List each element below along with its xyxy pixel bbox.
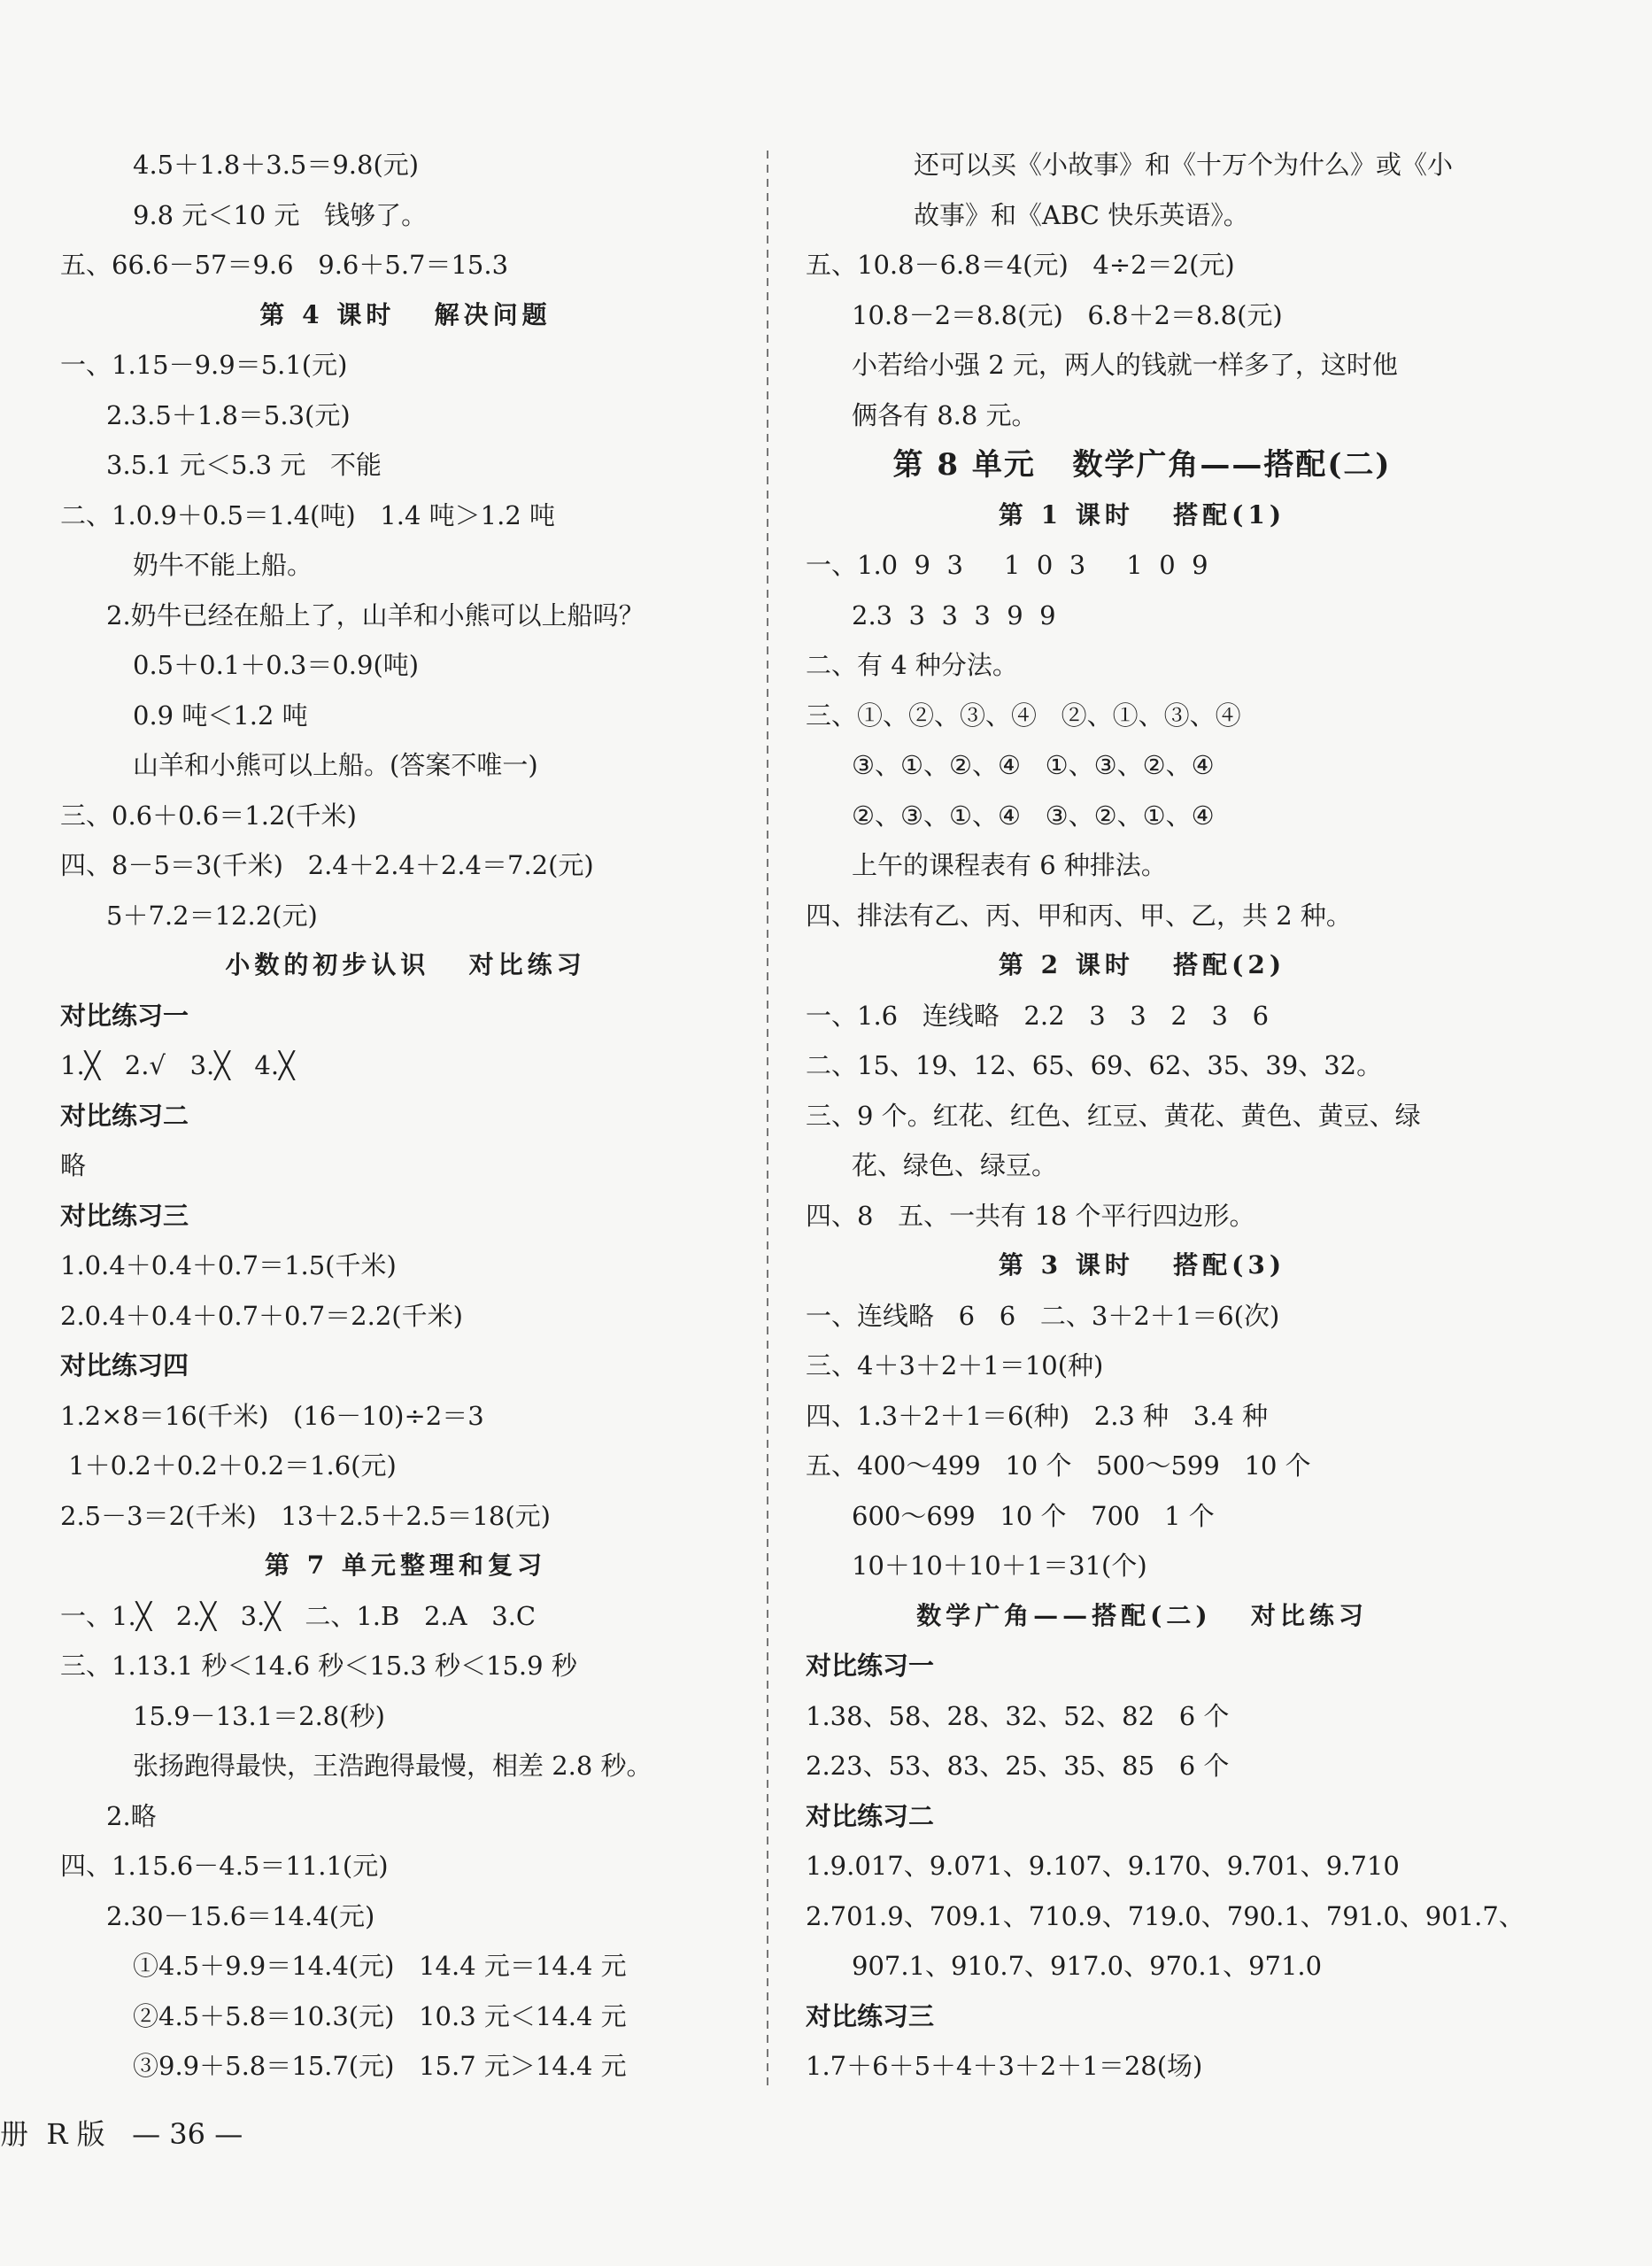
section-heading: 第 7 单元整理和复习 (265, 1551, 546, 1580)
answer-line: 10.8－2＝8.8(元) 6.8＋2＝8.8(元) (852, 299, 1283, 330)
answer-line: 9.8 元＜10 元 钱够了。 (133, 199, 428, 230)
answer-line: 三、9 个。红花、红色、红豆、黄花、黄色、黄豆、绿 (806, 1100, 1421, 1131)
answer-line: 2.30－15.6＝14.4(元) (106, 1900, 375, 1931)
answer-line: 1.2×8＝16(千米) (16－10)÷2＝3 (60, 1400, 484, 1431)
answer-line: 3.5.1 元＜5.3 元 不能 (106, 450, 382, 480)
answer-line: 600～699 10 个 700 1 个 (852, 1500, 1215, 1531)
section-heading: 小数的初步认识 对比练习 (225, 950, 586, 979)
subsection-heading: 对比练习四 (60, 1350, 189, 1380)
answer-line: 2.23、53、83、25、35、85 6 个 (806, 1751, 1230, 1781)
answer-line: ③9.9＋5.8＝15.7(元) 15.7 元＞14.4 元 (133, 2051, 627, 2081)
answer-line: 四、1.15.6－4.5＝11.1(元) (60, 1851, 389, 1881)
answer-line: 二、有 4 种分法。 (806, 650, 1018, 680)
answer-line: 二、15、19、12、65、69、62、35、39、32。 (806, 1050, 1383, 1080)
answer-line: 1.0.4＋0.4＋0.7＝1.5(千米) (60, 1250, 397, 1280)
answer-line: 1.9.017、9.071、9.107、9.170、9.701、9.710 (806, 1851, 1400, 1881)
answer-line: 15.9－13.1＝2.8(秒) (133, 1700, 385, 1731)
answer-line: ③、①、②、④ ①、③、②、④ (852, 750, 1215, 780)
answer-line: 四、8－5＝3(千米) 2.4＋2.4＋2.4＝7.2(元) (60, 850, 594, 880)
answer-line: 二、1.0.9＋0.5＝1.4(吨) 1.4 吨＞1.2 吨 (60, 499, 555, 530)
subsection-heading: 对比练习三 (806, 2000, 935, 2031)
answer-line: 2.3.5＋1.8＝5.3(元) (106, 399, 351, 430)
answer-line: 五、400～499 10 个 500～599 10 个 (806, 1450, 1311, 1481)
answer-line: 一、1.╳ 2.╳ 3.╳ 二、1.B 2.A 3.C (60, 1600, 537, 1631)
answer-line: 一、1.6 连线略 2.2 3 3 2 3 6 (806, 1000, 1270, 1031)
section-heading: 第 1 课时 搭配(1) (998, 499, 1286, 530)
answer-line: 三、①、②、③、④ ②、①、③、④ (806, 700, 1241, 731)
answer-line: 2.5－3＝2(千米) 13＋2.5＋2.5＝18(元) (60, 1500, 551, 1531)
answer-line: 三、4＋3＋2＋1＝10(种) (806, 1350, 1104, 1380)
answer-line: 一、连线略 6 6 二、3＋2＋1＝6(次) (806, 1300, 1280, 1331)
subsection-heading: 对比练习二 (60, 1100, 189, 1131)
section-heading: 第 2 课时 搭配(2) (998, 950, 1286, 979)
subsection-heading: 对比练习一 (60, 1000, 189, 1031)
answer-line: 俩各有 8.8 元。 (852, 399, 1038, 430)
answer-line: 上午的课程表有 6 种排法。 (852, 850, 1167, 880)
section-heading: 数学广角——搭配(二) 对比练习 (916, 1600, 1368, 1630)
answer-line: 0.5＋0.1＋0.3＝0.9(吨) (133, 650, 420, 680)
answer-line: 奶牛不能上船。 (133, 550, 313, 580)
answer-line: ②、③、①、④ ③、②、①、④ (852, 800, 1215, 831)
right-column (806, 140, 1525, 2092)
answer-line: 4.5＋1.8＋3.5＝9.8(元) (133, 150, 420, 180)
section-heading: 第 3 课时 搭配(3) (998, 1250, 1286, 1280)
answer-line: 1＋0.2＋0.2＋0.2＝1.6(元) (60, 1450, 397, 1481)
answer-line: 1.38、58、28、32、52、82 6 个 (806, 1700, 1230, 1731)
answer-line: 略 (60, 1150, 87, 1180)
answer-line: 四、排法有乙、丙、甲和丙、甲、乙，共 2 种。 (806, 900, 1352, 931)
answer-line: 2.701.9、709.1、710.9、719.0、790.1、791.0、901.7、 (806, 1900, 1525, 1931)
answer-line: 1.7＋6＋5＋4＋3＋2＋1＝28(场) (806, 2051, 1203, 2081)
answer-line: 一、1.15－9.9＝5.1(元) (60, 350, 348, 380)
answer-line: 张扬跑得最快，王浩跑得最慢，相差 2.8 秒。 (133, 1751, 652, 1781)
subsection-heading: 对比练习一 (806, 1651, 935, 1681)
answer-line: 三、0.6＋0.6＝1.2(千米) (60, 800, 357, 831)
answer-line: 2.奶牛已经在船上了，山羊和小熊可以上船吗？ (106, 599, 645, 630)
section-heading: 第 4 课时 解决问题 (259, 299, 552, 329)
answer-line: 四、1.3＋2＋1＝6(种) 2.3 种 3.4 种 (806, 1400, 1269, 1431)
answer-line: 故事》和《ABC 快乐英语》。 (914, 199, 1249, 230)
answer-line: ②4.5＋5.8＝10.3(元) 10.3 元＜14.4 元 (133, 2000, 627, 2031)
answer-line: 2.略 (106, 1800, 157, 1831)
answer-line: 2.0.4＋0.4＋0.7＋0.7＝2.2(千米) (60, 1300, 463, 1331)
page-footer: 册 R 版 — 36 — (0, 2117, 243, 2151)
answer-line: 5＋7.2＝12.2(元) (106, 900, 318, 931)
answer-line: 907.1、910.7、917.0、970.1、971.0 (852, 1951, 1323, 1981)
answer-line: 2.3 3 3 3 9 9 (852, 599, 1056, 630)
answer-line: 还可以买《小故事》和《十万个为什么》或《小 (914, 150, 1454, 180)
answer-line: 三、1.13.1 秒＜14.6 秒＜15.3 秒＜15.9 秒 (60, 1651, 577, 1681)
column-divider (767, 151, 768, 2090)
subsection-heading: 对比练习三 (60, 1200, 189, 1231)
answer-line: 五、66.6－57＝9.6 9.6＋5.7＝15.3 (60, 250, 509, 280)
answer-line: ①4.5＋9.9＝14.4(元) 14.4 元＝14.4 元 (133, 1951, 627, 1981)
answer-line: 山羊和小熊可以上船。(答案不唯一) (133, 750, 538, 780)
answer-line: 一、1.0 9 3 1 0 3 1 0 9 (806, 550, 1208, 580)
answer-line: 四、8 五、一共有 18 个平行四边形。 (806, 1200, 1255, 1231)
answer-line: 花、绿色、绿豆。 (852, 1150, 1058, 1180)
left-column (60, 140, 751, 2092)
answer-line: 0.9 吨＜1.2 吨 (133, 700, 308, 731)
answer-line: 1.╳ 2.√ 3.╳ 4.╳ (60, 1050, 295, 1080)
section-heading: 第 8 单元 数学广角——搭配(二) (892, 447, 1392, 483)
answer-line: 10＋10＋10＋1＝31(个) (852, 1551, 1147, 1581)
answer-line: 五、10.8－6.8＝4(元) 4÷2＝2(元) (806, 250, 1235, 280)
subsection-heading: 对比练习二 (806, 1800, 935, 1831)
answer-line: 小若给小强 2 元，两人的钱就一样多了，这时他 (852, 350, 1398, 380)
